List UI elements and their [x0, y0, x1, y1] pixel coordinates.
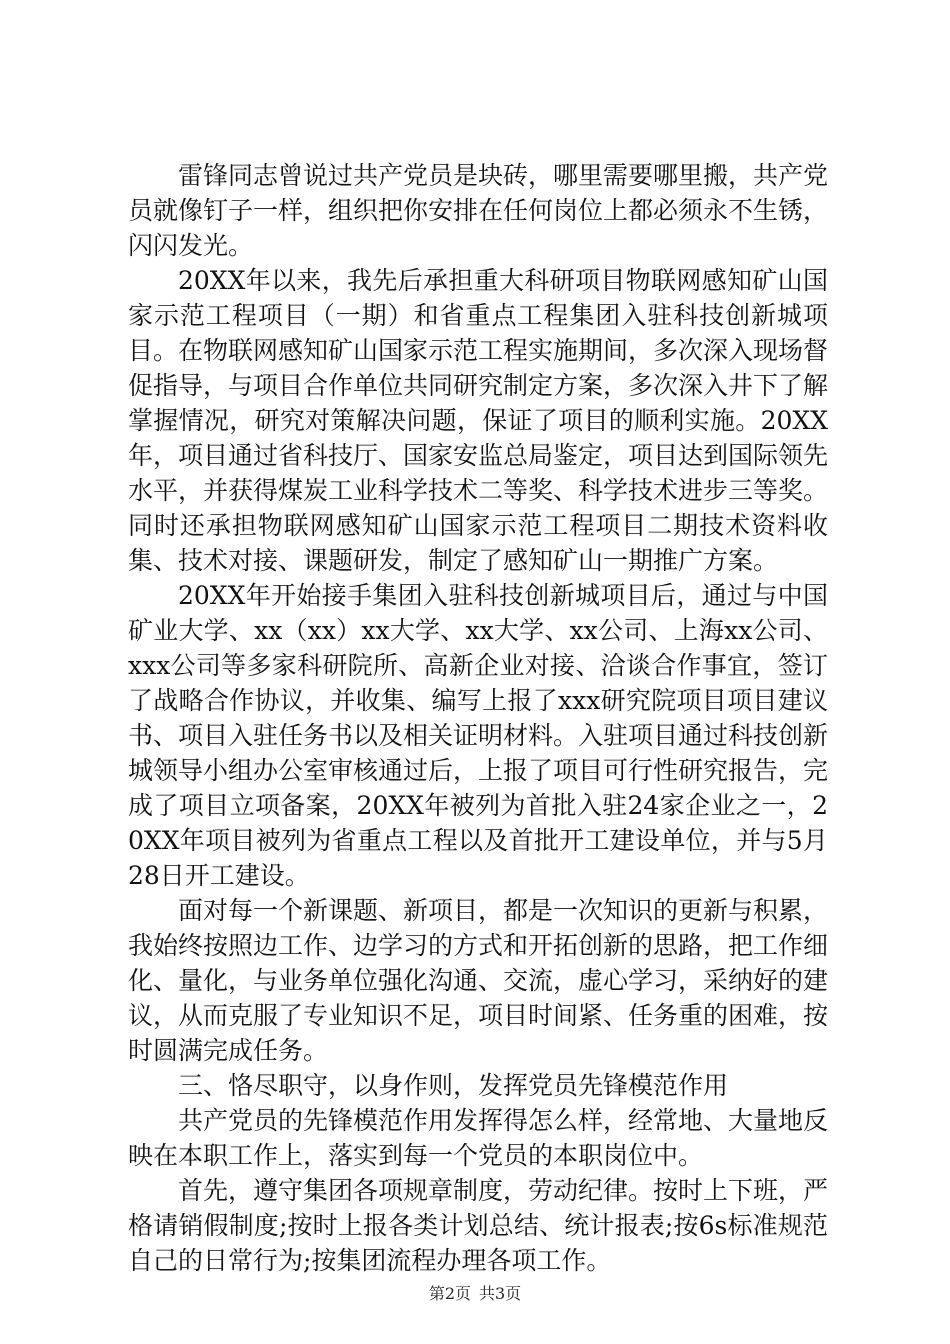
paragraph-6: 首先，遵守集团各项规章制度，劳动纪律。按时上下班，严格请销假制度;按时上报各类计划总结、统计报表;按6s标准规范自己的日常行为;按集团流程办理各项工作。 — [128, 1176, 829, 1275]
page-total: 共3页 — [479, 1284, 522, 1303]
paragraph-4: 面对每一个新课题、新项目，都是一次知识的更新与积累，我始终按照边工作、边学习的方式和开拓创新的思路，把工作细化、量化，与业务单位强化沟通、交流，虚心学习，采纳好的建议，从而克服了专业知识不足，项目时间紧、任务重的困难，按时圆满完成任务。 — [128, 896, 829, 1065]
paragraph-2: 20XX年以来，我先后承担重大科研项目物联网感知矿山国家示范工程项目（一期）和省重点工程集团入驻科技创新城项目。在物联网感知矿山国家示范工程实施期间，多次深入现场督促指导，与项目合作单位共同研究制定方案，多次深入井下了解掌握情况，研究对策解决问题，保证了项目的顺利实施。20XX年，项目通过省科技厅、国家安监总局鉴定，项目达到国际领先水平，并获得煤炭工业科学技术二等奖、科学技术进步三等奖。同时还承担物联网感知矿山国家示范工程项目二期技术资料收集、技术对接、课题研发，制定了感知矿山一期推广方案。 — [128, 266, 829, 575]
page-footer — [0, 1281, 950, 1304]
paragraph-3: 20XX年开始接手集团入驻科技创新城项目后，通过与中国矿业大学、xx（xx）xx大学、xx大学、xx公司、上海xx公司、xxx公司等多家科研院所、高新企业对接、洽谈合作事宜，签订了战略合作协议，并收集、编写上报了xxx研究院项目项目建议书、项目入驻任务书以及相关证明材料。入驻项目通过科技创新城领导小组办公室审核通过后，上报了项目可行性研究报告，完成了项目立项备案，20XX年被列为首批入驻24家企业之一，20XX年项目被列为省重点工程以及首批开工建设单位，并与5月28日开工建设。 — [128, 581, 829, 890]
page-number: 第2页 — [428, 1284, 471, 1303]
paragraph-5: 共产党员的先锋模范作用发挥得怎么样，经常地、大量地反映在本职工作上，落实到每一个党员的本职岗位中。 — [128, 1106, 829, 1170]
paragraph-1: 雷锋同志曾说过共产党员是块砖，哪里需要哪里搬，共产党员就像钉子一样，组织把你安排在任何岗位上都必须永不生锈，闪闪发光。 — [128, 161, 829, 260]
document-body — [128, 158, 828, 1278]
section-heading-3: 三、恪尽职守，以身作则，发挥党员先锋模范作用 — [178, 1071, 729, 1100]
